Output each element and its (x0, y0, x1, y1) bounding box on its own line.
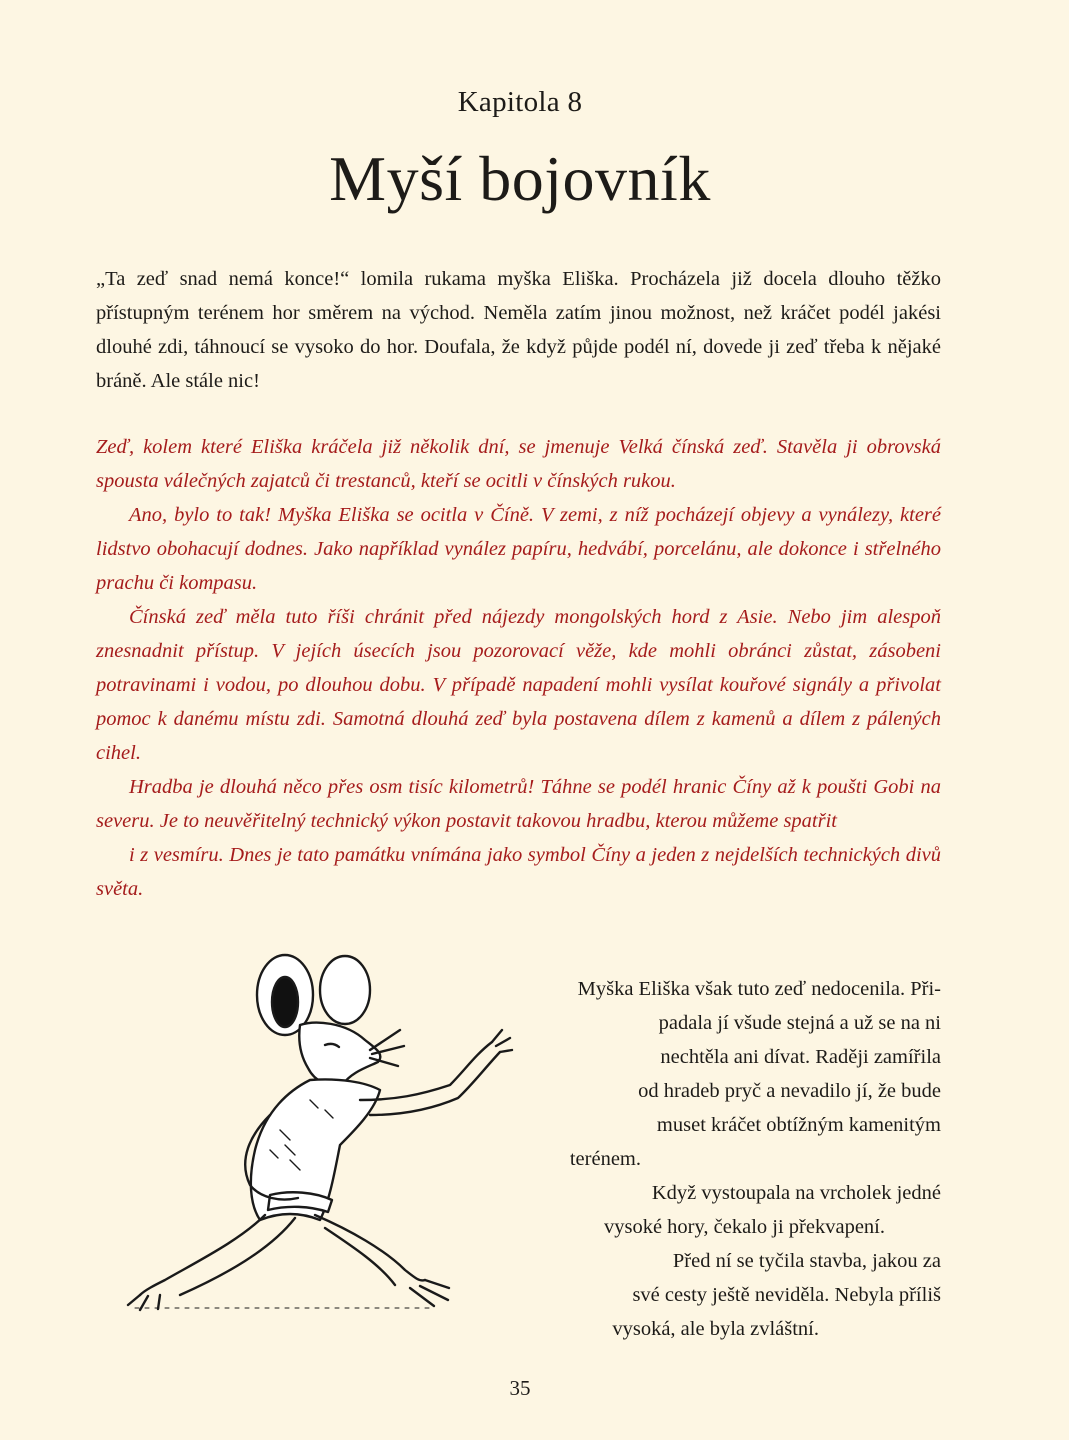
kung-fu-mouse-icon (120, 950, 520, 1320)
story-line: muset kráčet obtížným kamenitým (656, 1114, 941, 1136)
story-line: nechtěla ani dívat. Raději zamířila (660, 1046, 941, 1068)
story-line: padala jí všude stejná a už se na ni (658, 1012, 941, 1034)
story-line: své cesty ještě neviděla. Nebyla příliš (632, 1284, 941, 1306)
story-line: terénem. (569, 1148, 641, 1170)
story-continuation (471, 972, 941, 1346)
story-line: od hradeb pryč a nevadilo jí, že bude (638, 1080, 941, 1102)
info-paragraph: Čínská zeď měla tuto říši chránit před nájezdy mongolských hord z Asie. Nebo jim alespoň znesnadnit přístup. V jejích úsecích jsou pozorovací věže, kde mohli obránci zůstat, zásobeni potravinami i vodou, po dlouhou dobu. V případě napadení mohli vysílat kouřové signály a přivolat pomoc k danému místu zdi. Samotná dlouhá zeď byla postavena dílem z kamenů a dílem z pálených cihel. (96, 606, 941, 764)
intro-paragraph: „Ta zeď snad nemá konce!“ lomila rukama myška Eliška. Procházela již docela dlouho těžko přístupným terénem hor směrem na východ. Neměla zatím jinou možnost, než kráčet podél jakési dlouhé zdi, táhnoucí se vysoko do hor. Doufala, že když půjde podél ní, dovede ji zeď třeba k nějaké bráně. Ale stále nic! (96, 268, 941, 392)
page-number: 35 (509, 1376, 531, 1400)
story-line: Myška Eliška však tuto zeď nedocenila. Při- (577, 978, 941, 1000)
info-paragraph: Zeď, kolem které Eliška kráčela již několik dní, se jmenuje Velká čínská zeď. Stavěla ji obrovská spousta válečných zajatců či trestanců, kteří se ocitli v čínských rukou. (96, 436, 941, 492)
info-paragraph: Ano, bylo to tak! Myška Eliška se ocitla v Číně. V zemi, z níž pocházejí objevy a vynálezy, které lidstvo obohacují dodnes. Jako například vynález papíru, hedvábí, porcelánu, ale dokonce i střelného prachu či kompasu. (96, 504, 941, 594)
story-line: Před ní se tyčila stavba, jakou za (672, 1250, 941, 1272)
chapter-label: Kapitola 8 (457, 86, 583, 118)
chapter-title: Myší bojovník (329, 143, 711, 214)
info-paragraph: i z vesmíru. Dnes je tato památku vnímána jako symbol Číny a jeden z nejdelších technických divů světa. (96, 844, 941, 900)
story-line: vysoké hory, čekalo ji překvapení. (603, 1216, 885, 1238)
info-paragraph: Hradba je dlouhá něco přes osm tisíc kilometrů! Táhne se podél hranic Číny až k poušti Gobi na severu. Je to neuvěřitelný technický výkon postavit takovou hradbu, kterou můžeme spatřit (96, 776, 941, 832)
story-line: vysoká, ale byla zvláštní. (612, 1318, 819, 1340)
story-line: Když vystoupala na vrcholek jedné (651, 1182, 941, 1204)
history-info-box (96, 430, 941, 906)
